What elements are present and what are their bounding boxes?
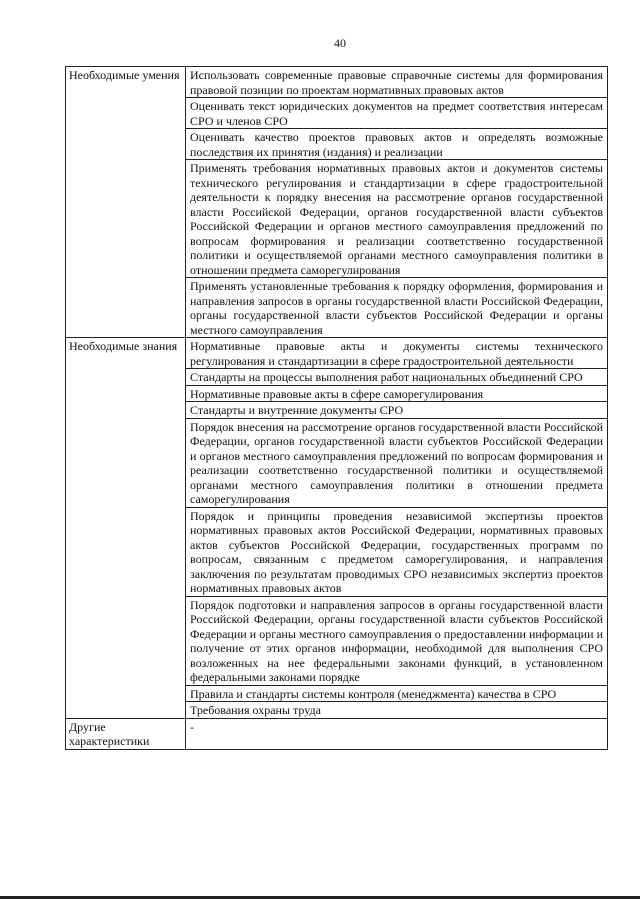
knowledge-item: Стандарты на процессы выполнения работ национальных объединений СРО	[186, 369, 608, 386]
knowledge-item: Порядок и принципы проведения независимой экспертизы проектов нормативных правовых актов Российской Федерации, нормативных правовых актов субъектов Российской Федерации, государственных программ по вопросам, связанным с предметом саморегулирования, и направления заключения по результатам проводимых СРО независимых экспертиз проектов нормативных правовых актов	[186, 507, 608, 596]
knowledge-item: Стандарты и внутренние документы СРО	[186, 402, 608, 419]
page-number: 40	[334, 36, 346, 50]
knowledge-item: Правила и стандарты системы контроля (менеджмента) качества в СРО	[186, 685, 608, 702]
skill-item: Применять установленные требования к порядку оформления, формирования и направления запросов в органы государственной власти Российской Федерации, органы государственной власти субъектов Российской Федерации и органы местного самоуправления	[186, 278, 608, 338]
table-row	[66, 338, 608, 369]
table-row	[66, 67, 608, 98]
knowledge-item: Нормативные правовые акты в сфере саморегулирования	[186, 385, 608, 402]
skill-item: Оценивать качество проектов правовых актов и определять возможные последствия их принятия (издания) и реализации	[186, 129, 608, 160]
knowledge-item: Нормативные правовые акты и документы системы технического регулирования и стандартизации в сфере градостроительной деятельности	[186, 338, 608, 369]
knowledge-item: Порядок внесения на рассмотрение органов государственной власти Российской Федерации, органов государственной власти субъектов Российской Федерации и органов местного самоуправления предложений по вопросам формирования и реализации соответственно государственной политики и осуществляемой органами местного самоуправления политики в отношении предмета саморегулирования	[186, 418, 608, 507]
section-label-knowledge: Необходимые знания	[66, 338, 186, 719]
table-row	[66, 718, 608, 749]
knowledge-item: Порядок подготовки и направления запросов в органы государственной власти Российской Федерации, органы государственной власти субъектов Российской Федерации и органы местного самоуправления о предоставлении информации и получение от этих органов информации, необходимой для выполнения СРО возложенных на нее федеральными законами функций, в установленном федеральными законами порядке	[186, 596, 608, 685]
skill-item: Использовать современные правовые справочные системы для формирования правовой позиции по проектам нормативных правовых актов	[186, 67, 608, 98]
requirements-table	[65, 66, 608, 750]
other-item: -	[186, 718, 608, 749]
skill-item: Применять требования нормативных правовых актов и документов системы технического регулирования и стандартизации в сфере градостроительной деятельности к порядку внесения на рассмотрение органов государственной власти Российской Федерации, органов государственной власти субъектов Российской Федерации и органов местного самоуправления предложений по вопросам формирования и реализации соответственно государственной политики и осуществляемой органами местного самоуправления политики в отношении предмета саморегулирования	[186, 160, 608, 278]
section-label-other: Другие характеристики	[66, 718, 186, 749]
section-label-skills: Необходимые умения	[66, 67, 186, 338]
knowledge-item: Требования охраны труда	[186, 702, 608, 719]
skill-item: Оценивать текст юридических документов на предмет соответствия интересам СРО и членов СРО	[186, 98, 608, 129]
